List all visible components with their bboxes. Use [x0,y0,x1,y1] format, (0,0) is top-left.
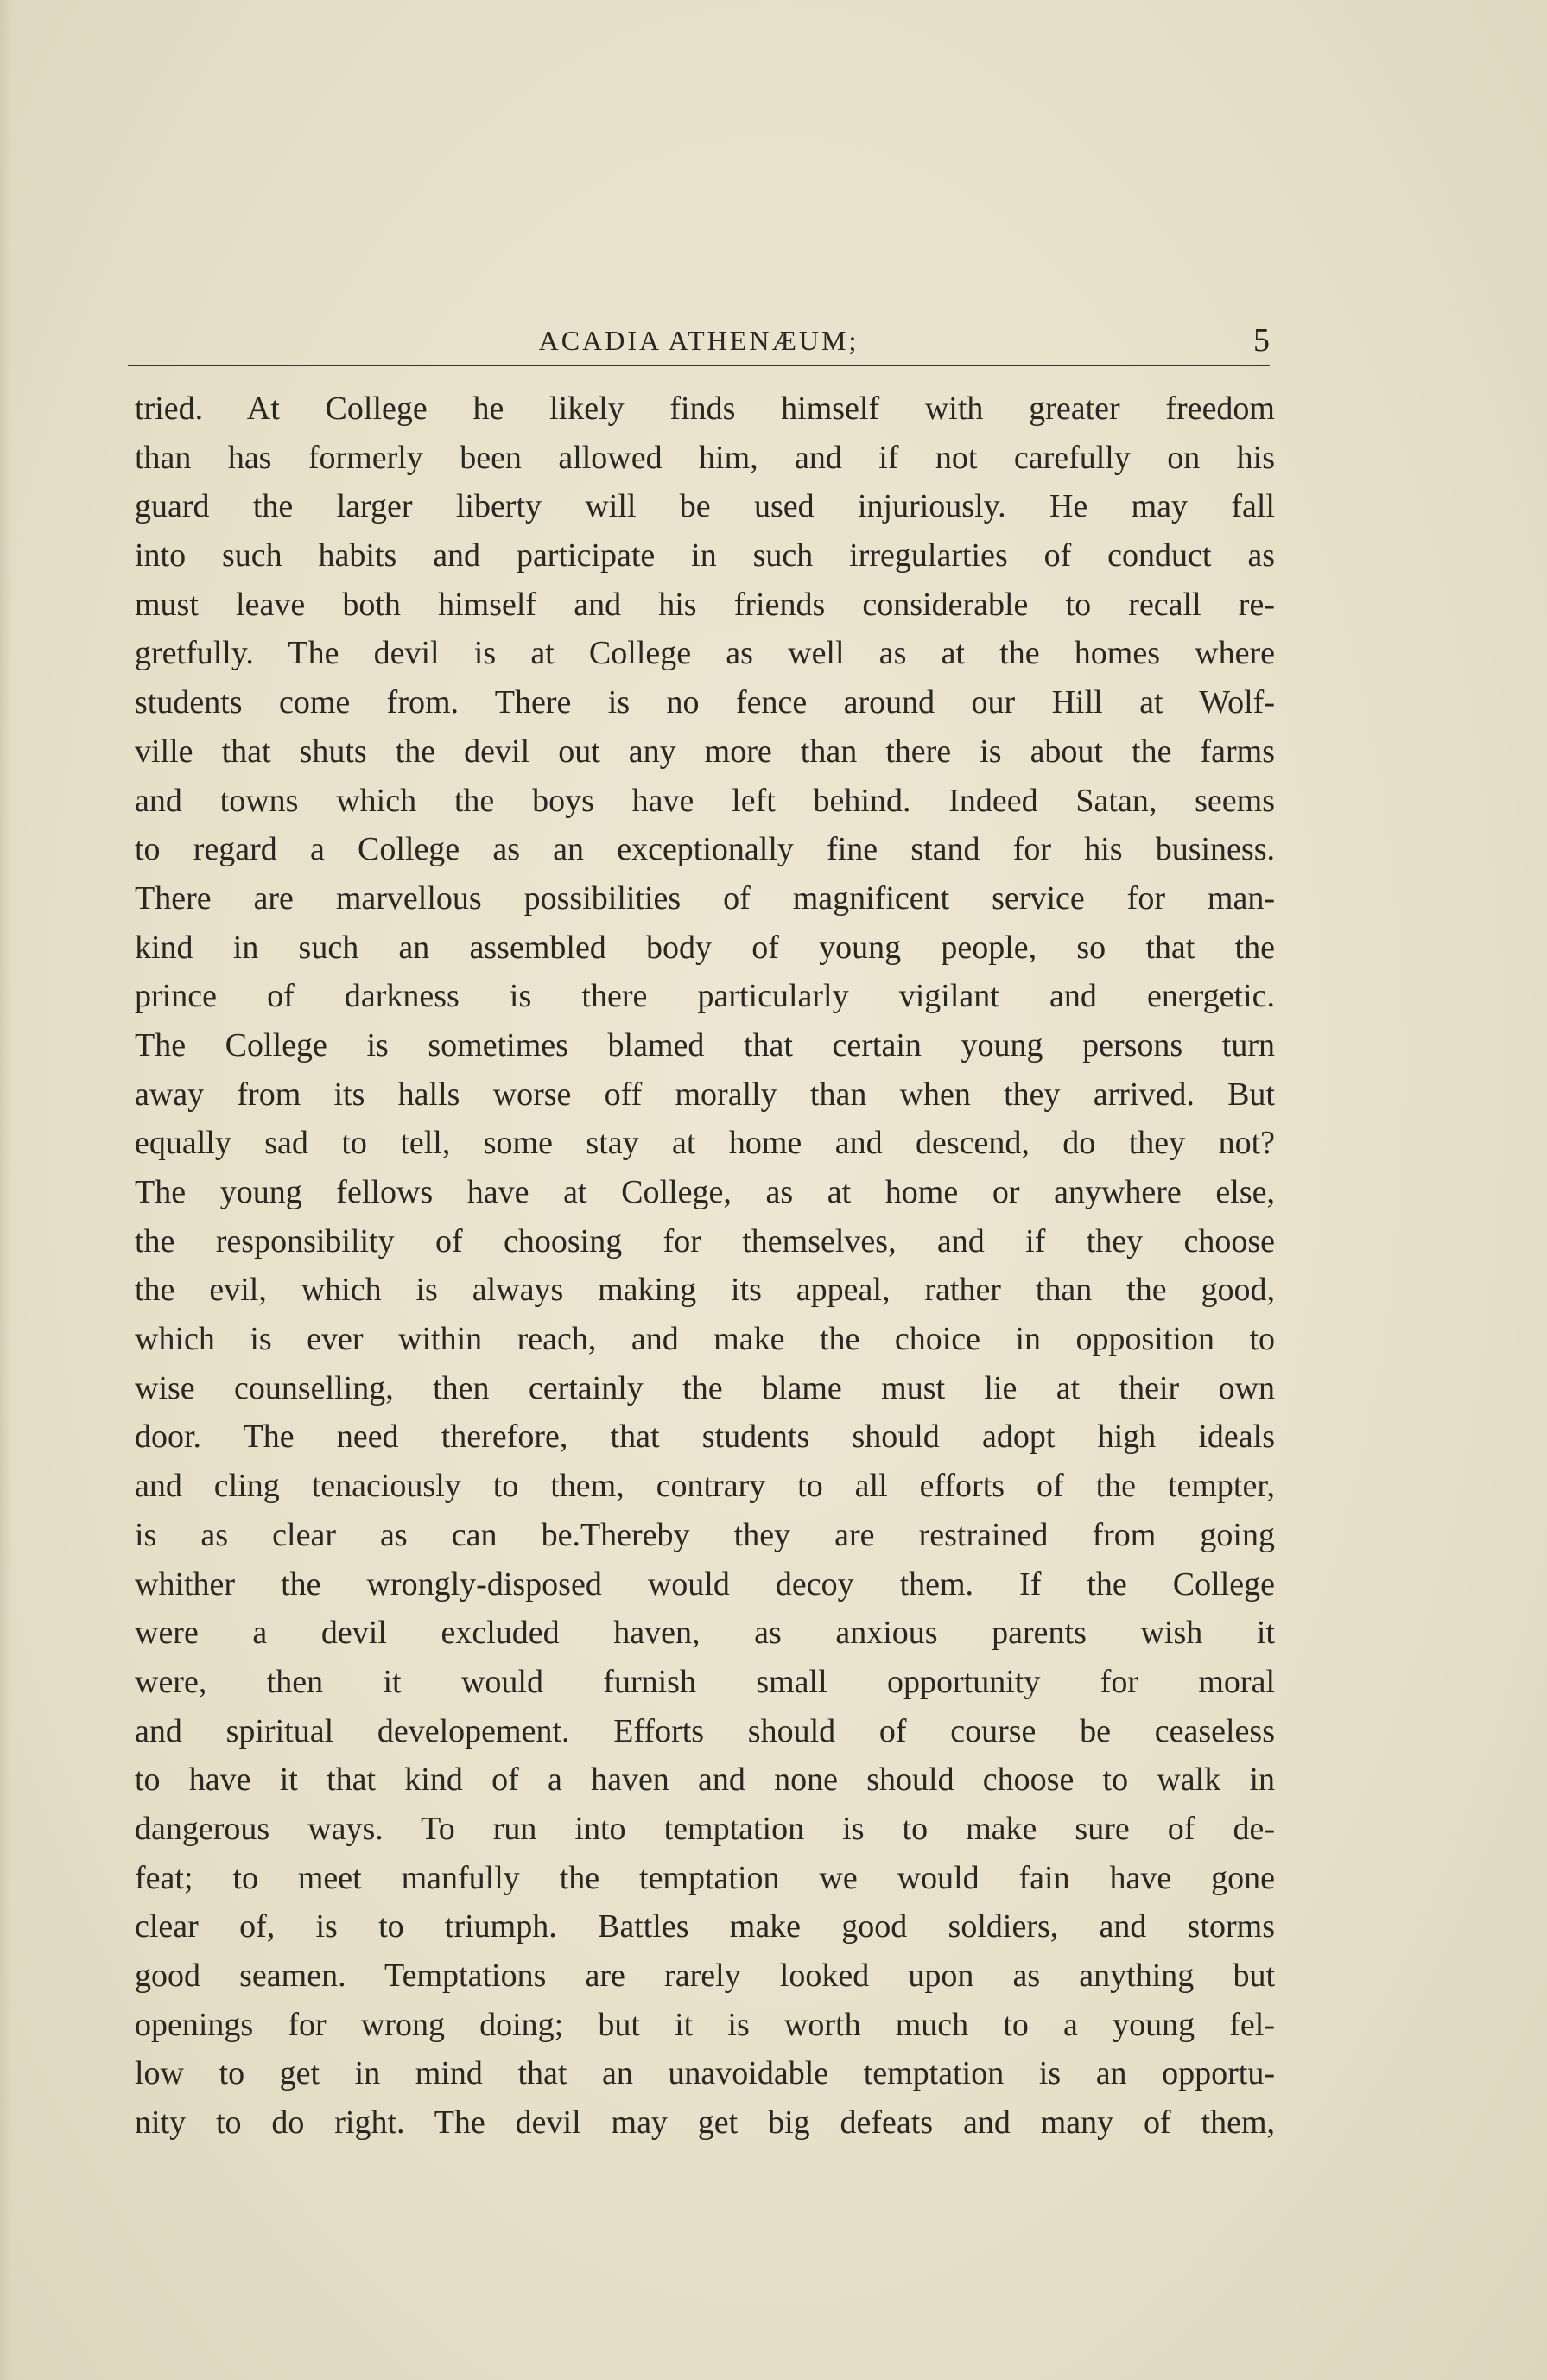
text-line: kind in such an assembled body of young people, so that the [135,929,1275,966]
text-line: guard the larger liberty will be used injuriously. He may fall [135,488,1275,525]
text-line: and towns which the boys have left behind. Indeed Satan, seems [135,782,1275,819]
text-line: to regard a College as an exceptionally fine stand for his business. [135,831,1275,868]
page-edge-shadow [0,0,12,2380]
text-line: low to get in mind that an unavoidable temptation is an opportu- [135,2055,1275,2092]
text-line: clear of, is to triumph. Battles make good soldiers, and storms [135,1908,1275,1945]
text-line: good seamen. Temptations are rarely looked upon as anything but [135,1958,1275,1994]
text-line: the responsibility of choosing for themselves, and if they choose [135,1222,1275,1260]
text-line: into such habits and participate in such irregularties of conduct as [135,537,1275,574]
text-line: and spiritual developement. Efforts should of course be ceaseless [135,1712,1275,1749]
text-line: prince of darkness is there particularly vigilant and energetic. [135,978,1275,1015]
text-line: nity to do right. The devil may get big defeats and many of them, [135,2104,1275,2142]
text-line: away from its halls worse off morally than when they arrived. But [135,1076,1275,1113]
text-line: wise counselling, then certainly the blame must lie at their own [135,1369,1275,1406]
text-line: openings for wrong doing; but it is worth much to a young fel- [135,2006,1275,2043]
text-line: students come from. There is no fence around our Hill at Wolf- [135,684,1275,721]
running-head: ACADIA ATHENÆUM; [538,325,859,356]
text-line: equally sad to tell, some stay at home and descend, do they not? [135,1125,1275,1162]
body-text [135,384,1275,2148]
text-line: dangerous ways. To run into temptation is to make sure of de- [135,1810,1275,1847]
text-line: feat; to meet manfully the temptation we would fain have gone [135,1859,1275,1896]
text-line: which is ever within reach, and make the choice in opposition to [135,1321,1275,1358]
text-line: were, then it would furnish small opportunity for moral [135,1663,1275,1700]
text-line: than has formerly been allowed him, and if not carefully on his [135,439,1275,476]
text-line: The College is sometimes blamed that certain young persons turn [135,1026,1275,1063]
text-line: gretfully. The devil is at College as well as at the homes where [135,635,1275,672]
text-line: is as clear as can be.Thereby they are restrained from going [135,1516,1275,1553]
text-line: to have it that kind of a haven and none should choose to walk in [135,1761,1275,1799]
text-line: The young fellows have at College, as at home or anywhere else, [135,1174,1275,1210]
text-line: door. The need therefore, that students should adopt high ideals [135,1418,1275,1456]
text-line: must leave both himself and his friends considerable to recall re- [135,586,1275,623]
text-line: tried. At College he likely finds himself with greater freedom [135,390,1275,427]
text-line: the evil, which is always making its appeal, rather than the good, [135,1272,1275,1309]
text-line: There are marvellous possibilities of magnificent service for man- [135,879,1275,917]
text-line: and cling tenaciously to them, contrary to all efforts of the tempter, [135,1468,1275,1505]
text-line: were a devil excluded haven, as anxious parents wish it [135,1615,1275,1652]
text-line: whither the wrongly-disposed would decoy them. If the College [135,1565,1275,1603]
page-header [128,318,1270,370]
text-line: ville that shuts the devil out any more than there is about the farms [135,733,1275,770]
page-number: 5 [1253,322,1270,359]
header-rule [128,365,1270,366]
